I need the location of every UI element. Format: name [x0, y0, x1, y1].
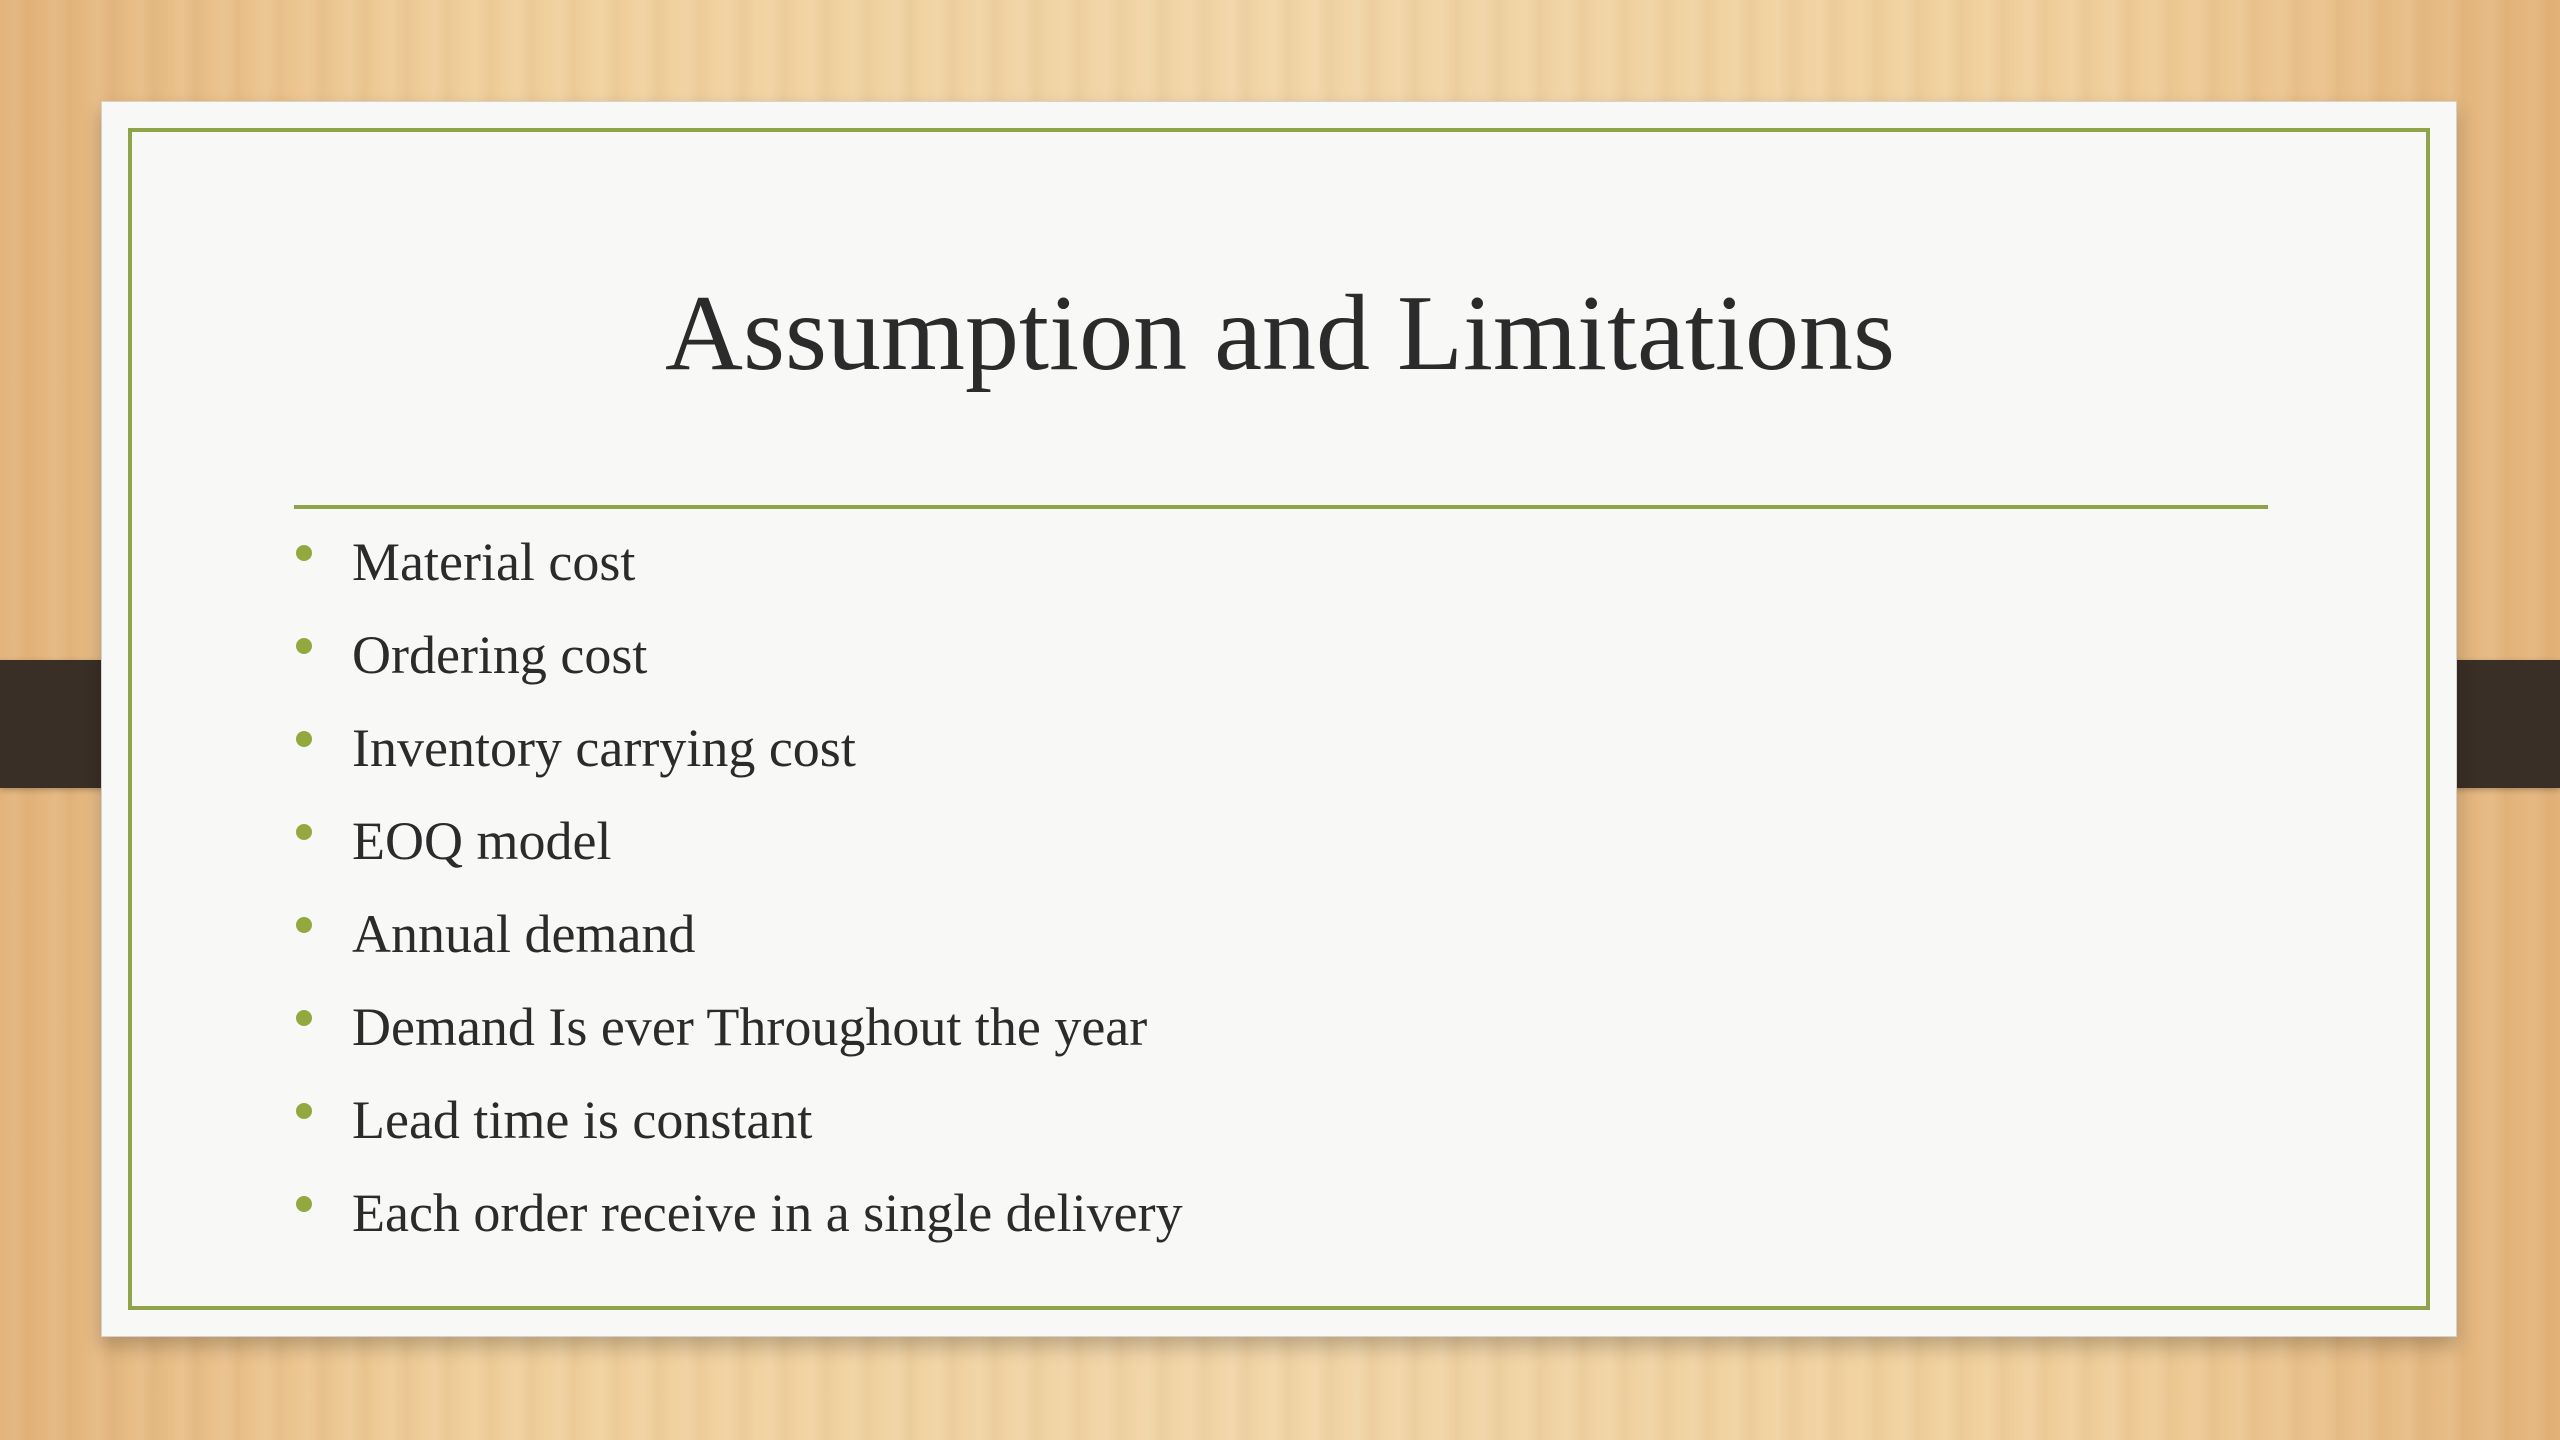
title-divider-line [294, 505, 2268, 509]
bullet-text: Annual demand [352, 904, 696, 964]
bullet-text: Each order receive in a single delivery [352, 1183, 1183, 1243]
bullet-text: EOQ model [352, 811, 612, 871]
bullet-text: Inventory carrying cost [352, 718, 856, 778]
bullet-text: Ordering cost [352, 625, 648, 685]
bullet-text: Demand Is ever Throughout the year [352, 997, 1148, 1057]
bullet-text: Lead time is constant [352, 1090, 813, 1150]
slide-title: Assumption and Limitations [665, 274, 1895, 393]
bullet-text: Material cost [352, 532, 636, 592]
